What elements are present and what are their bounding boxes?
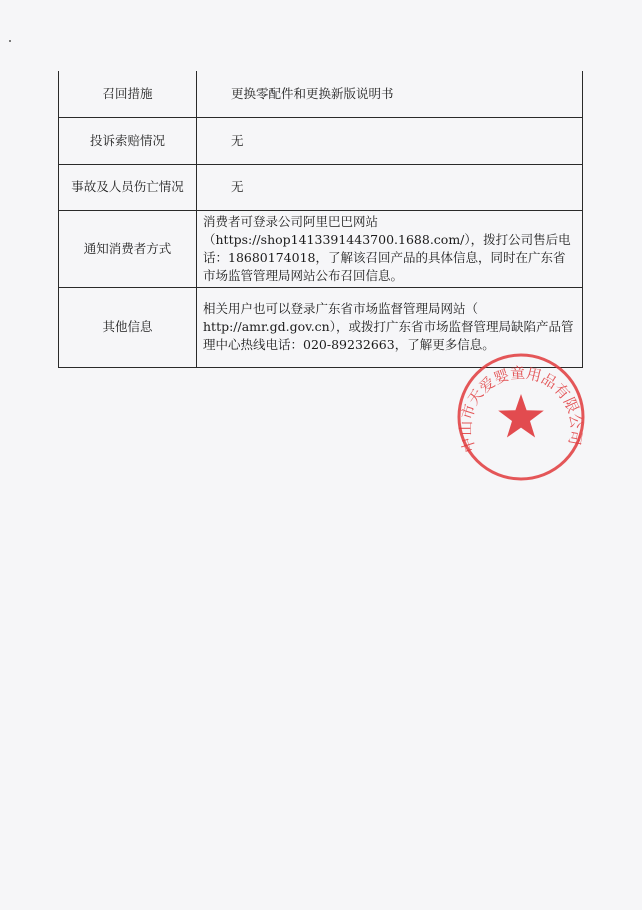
row-label-accidents: 事故及人员伤亡情况 bbox=[59, 164, 197, 210]
table-row-notification bbox=[59, 210, 583, 287]
row-label-notification: 通知消费者方式 bbox=[59, 210, 197, 287]
row-value-accidents: 无 bbox=[197, 164, 583, 210]
table-row-complaints bbox=[59, 117, 583, 164]
row-value-other-info: 相关用户也可以登录广东省市场监督管理局网站（ http://amr.gd.gov.cn），或拨打广东省市场监督管理局缺陷产品管理中心热线电话：020-89232663，了解更多信息。 bbox=[197, 287, 583, 367]
seal-text: 中山市天爱婴童用品有限公司 bbox=[456, 363, 586, 455]
scan-speck bbox=[9, 40, 11, 42]
seal-star-icon bbox=[498, 394, 544, 438]
company-seal bbox=[454, 350, 588, 484]
table-row-accidents bbox=[59, 164, 583, 210]
table-row-measures bbox=[59, 71, 583, 117]
row-label-other-info: 其他信息 bbox=[59, 287, 197, 367]
row-label-measures: 召回措施 bbox=[59, 71, 197, 117]
row-value-measures: 更换零配件和更换新版说明书 bbox=[197, 71, 583, 117]
recall-info-table bbox=[58, 71, 583, 368]
row-value-complaints: 无 bbox=[197, 117, 583, 164]
seal-graphic bbox=[454, 350, 588, 484]
row-value-notification: 消费者可登录公司阿里巴巴网站（https://shop1413391443700.1688.com/），拨打公司售后电话：18680174018，了解该召回产品的具体信息，同时在广东省市场监管管理局网站公布召回信息。 bbox=[197, 210, 583, 287]
row-label-complaints: 投诉索赔情况 bbox=[59, 117, 197, 164]
